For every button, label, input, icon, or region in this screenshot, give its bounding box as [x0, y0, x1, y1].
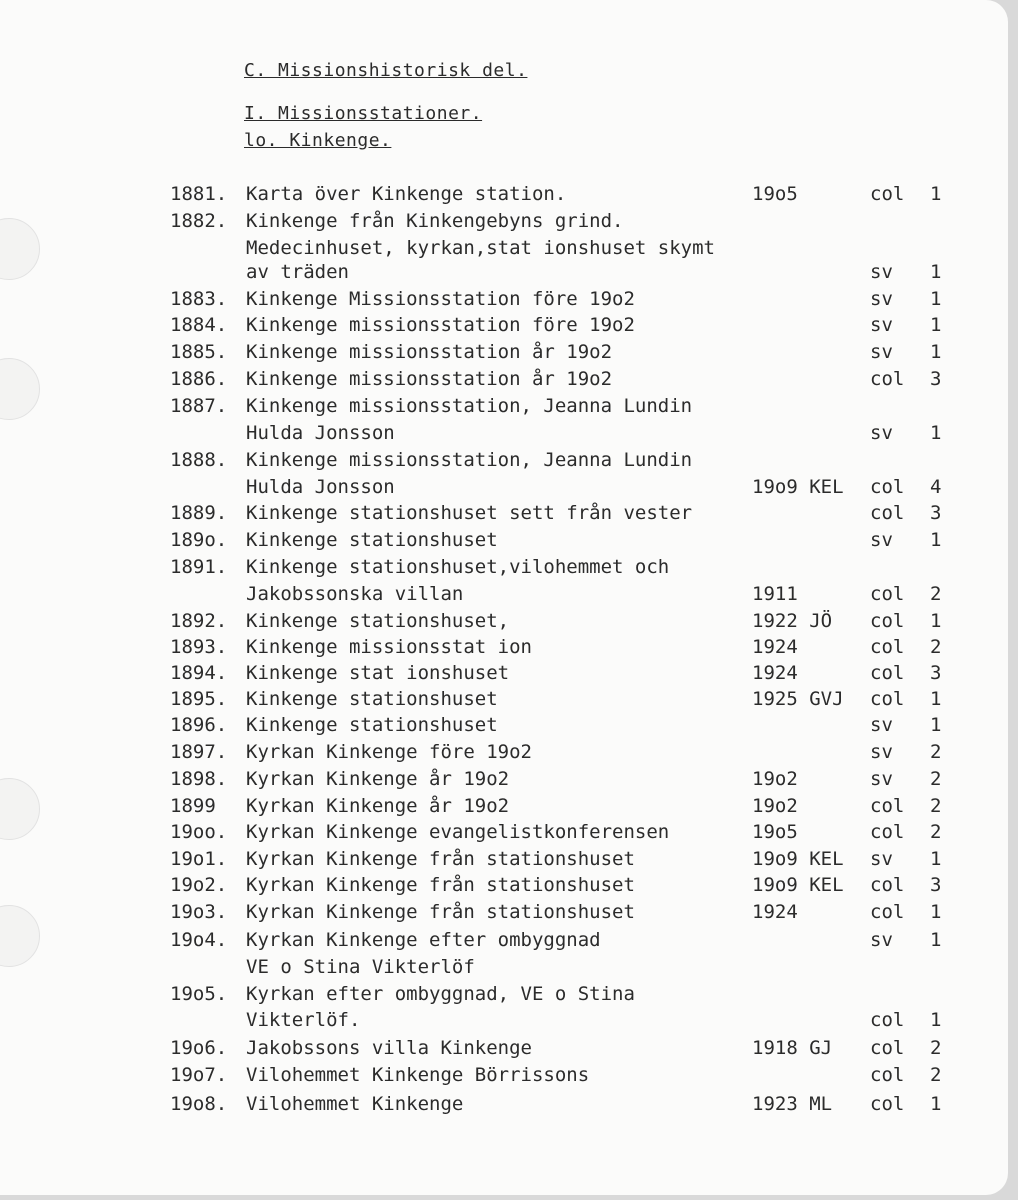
entry-type: col	[870, 688, 905, 710]
entry-description: Vilohemmet Kinkenge	[246, 1093, 464, 1115]
entry-type: col	[870, 183, 905, 205]
entry-count: 1	[930, 848, 942, 870]
entry-description: Kinkenge Missionsstation före 19o2	[246, 288, 635, 310]
entry-row	[0, 210, 1008, 237]
entry-count: 1	[930, 1009, 942, 1031]
entry-number: 189o.	[170, 529, 228, 551]
entry-count: 1	[930, 714, 942, 736]
entry-year: 1924	[752, 901, 798, 923]
entry-type: sv	[870, 314, 893, 336]
entry-type: col	[870, 583, 905, 605]
entry-type: col	[870, 1009, 905, 1031]
entry-number: 1882.	[170, 210, 228, 232]
entry-type: sv	[870, 848, 893, 870]
entry-description: Kyrkan Kinkenge från stationshuset	[246, 874, 635, 896]
entry-type: col	[870, 476, 905, 498]
entry-number: 1887.	[170, 395, 228, 417]
entry-count: 3	[930, 662, 942, 684]
entry-type: col	[870, 795, 905, 817]
entry-type: col	[870, 1064, 905, 1086]
entry-description: Hulda Jonsson	[246, 422, 395, 444]
entry-count: 3	[930, 502, 942, 524]
entry-year: 1922 JÖ	[752, 610, 833, 632]
entry-row	[0, 261, 1008, 288]
entry-number: 19o7.	[170, 1064, 228, 1086]
entry-number: 1884.	[170, 314, 228, 336]
entry-count: 1	[930, 341, 942, 363]
entry-count: 2	[930, 1064, 942, 1086]
entry-row	[0, 688, 1008, 715]
entry-description: Vilohemmet Kinkenge Börrissons	[246, 1064, 590, 1086]
entry-year: 1923 ML	[752, 1093, 833, 1115]
entry-type: col	[870, 662, 905, 684]
entry-description: Kinkenge missionsstation, Jeanna Lundin	[246, 395, 693, 417]
entry-description: Karta över Kinkenge station.	[246, 183, 567, 205]
entry-row	[0, 556, 1008, 583]
entry-count: 1	[930, 261, 942, 283]
entry-number: 1888.	[170, 449, 228, 471]
entry-number: 19o4.	[170, 929, 228, 951]
entry-type: col	[870, 610, 905, 632]
entry-row	[0, 395, 1008, 422]
entry-description: Kinkenge missionsstation år 19o2	[246, 341, 613, 363]
entry-row	[0, 741, 1008, 768]
entry-number: 19o8.	[170, 1093, 228, 1115]
entry-count: 3	[930, 368, 942, 390]
entry-description: Medecinhuset, kyrkan,stat ionshuset skymt	[246, 237, 715, 259]
entry-count: 1	[930, 314, 942, 336]
entry-type: col	[870, 874, 905, 896]
entry-row	[0, 1009, 1008, 1036]
entry-description: Kyrkan efter ombyggnad, VE o Stina	[246, 983, 635, 1005]
entry-type: col	[870, 1093, 905, 1115]
entry-description: Hulda Jonsson	[246, 476, 395, 498]
entry-year: 1918 GJ	[752, 1037, 833, 1059]
entry-type: sv	[870, 714, 893, 736]
entry-type: sv	[870, 288, 893, 310]
entry-number: 19o5.	[170, 983, 228, 1005]
entry-description: Kinkenge stationshuset sett från vester	[246, 502, 693, 524]
entry-year: 19o9 KEL	[752, 874, 844, 896]
entry-year: 1911	[752, 583, 798, 605]
entry-year: 1925 GVJ	[752, 688, 844, 710]
entry-year: 19o2	[752, 768, 798, 790]
entry-count: 1	[930, 688, 942, 710]
entry-count: 2	[930, 741, 942, 763]
entry-description: Kinkenge missionsstation, Jeanna Lundin	[246, 449, 693, 471]
entry-count: 1	[930, 1093, 942, 1115]
subsection-heading: I. Missionsstationer.	[244, 103, 483, 124]
entry-description: VE o Stina Vikterlöf	[246, 956, 475, 978]
entry-number: 19o2.	[170, 874, 228, 896]
entry-count: 1	[930, 183, 942, 205]
entry-description: Kinkenge missionsstation år 19o2	[246, 368, 613, 390]
entry-description: Kinkenge stationshuset,vilohemmet och	[246, 556, 670, 578]
entry-count: 2	[930, 636, 942, 658]
entry-number: 1892.	[170, 610, 228, 632]
entry-year: 19o9 KEL	[752, 848, 844, 870]
entry-count: 1	[930, 422, 942, 444]
entry-count: 2	[930, 821, 942, 843]
entry-number: 1894.	[170, 662, 228, 684]
entry-number: 1895.	[170, 688, 228, 710]
entry-year: 1924	[752, 636, 798, 658]
entry-number: 19o1.	[170, 848, 228, 870]
entry-description: Vikterlöf.	[246, 1009, 361, 1031]
entry-row	[0, 714, 1008, 741]
entry-description: Kyrkan Kinkenge efter ombyggnad	[246, 929, 601, 951]
entry-row	[0, 1093, 1008, 1120]
entry-row	[0, 476, 1008, 503]
entry-year: 19o5	[752, 821, 798, 843]
entry-number: 1898.	[170, 768, 228, 790]
entry-row	[0, 874, 1008, 901]
entry-row	[0, 636, 1008, 663]
entry-row	[0, 1064, 1008, 1091]
entry-description: Kyrkan Kinkenge år 19o2	[246, 768, 510, 790]
entry-row	[0, 956, 1008, 983]
entry-row	[0, 502, 1008, 529]
entry-description: Kinkenge stat ionshuset	[246, 662, 510, 684]
entry-number: 1886.	[170, 368, 228, 390]
entry-count: 3	[930, 874, 942, 896]
entry-row	[0, 610, 1008, 637]
entry-type: sv	[870, 741, 893, 763]
entry-number: 1896.	[170, 714, 228, 736]
entry-year: 19o9 KEL	[752, 476, 844, 498]
entry-year: 19o2	[752, 795, 798, 817]
entry-description: Kinkenge missionsstat ion	[246, 636, 532, 658]
entry-description: av träden	[246, 261, 349, 283]
entry-row	[0, 768, 1008, 795]
entry-type: col	[870, 368, 905, 390]
entry-row	[0, 341, 1008, 368]
entry-description: Kinkenge från Kinkengebyns grind.	[246, 210, 624, 232]
entry-type: sv	[870, 529, 893, 551]
entry-row	[0, 368, 1008, 395]
entry-row	[0, 449, 1008, 476]
entry-row	[0, 795, 1008, 822]
entry-type: col	[870, 1037, 905, 1059]
entry-count: 1	[930, 529, 942, 551]
entry-count: 1	[930, 288, 942, 310]
entry-row	[0, 821, 1008, 848]
entry-row	[0, 529, 1008, 556]
entry-count: 2	[930, 795, 942, 817]
entry-type: sv	[870, 768, 893, 790]
entry-count: 2	[930, 583, 942, 605]
entry-number: 1881.	[170, 183, 228, 205]
entry-number: 19o3.	[170, 901, 228, 923]
entry-count: 4	[930, 476, 942, 498]
entry-type: sv	[870, 422, 893, 444]
entry-row	[0, 583, 1008, 610]
entry-description: Kinkenge stationshuset,	[246, 610, 510, 632]
entry-description: Kyrkan Kinkenge år 19o2	[246, 795, 510, 817]
entry-row	[0, 901, 1008, 928]
entry-row	[0, 314, 1008, 341]
entry-description: Kinkenge missionsstation före 19o2	[246, 314, 635, 336]
entry-row	[0, 662, 1008, 689]
entry-count: 1	[930, 610, 942, 632]
entry-number: 19oo.	[170, 821, 228, 843]
entry-row	[0, 183, 1008, 210]
station-heading: lo. Kinkenge.	[244, 130, 392, 151]
entry-row	[0, 288, 1008, 315]
entry-type: sv	[870, 341, 893, 363]
entry-type: col	[870, 636, 905, 658]
entry-row	[0, 848, 1008, 875]
entry-description: Kyrkan Kinkenge från stationshuset	[246, 901, 635, 923]
entry-type: sv	[870, 929, 893, 951]
entry-year: 1924	[752, 662, 798, 684]
entry-number: 1897.	[170, 741, 228, 763]
entry-number: 1893.	[170, 636, 228, 658]
entry-number: 1889.	[170, 502, 228, 524]
entry-type: sv	[870, 261, 893, 283]
entry-count: 2	[930, 768, 942, 790]
entry-description: Kinkenge stationshuset	[246, 529, 498, 551]
entry-row	[0, 983, 1008, 1010]
entry-description: Kyrkan Kinkenge från stationshuset	[246, 848, 635, 870]
entry-row	[0, 929, 1008, 956]
entry-type: col	[870, 821, 905, 843]
entry-number: 19o6.	[170, 1037, 228, 1059]
entry-description: Kinkenge stationshuset	[246, 688, 498, 710]
entry-description: Kinkenge stationshuset	[246, 714, 498, 736]
entry-row	[0, 1037, 1008, 1064]
entry-type: col	[870, 901, 905, 923]
entry-number: 1885.	[170, 341, 228, 363]
entry-year: 19o5	[752, 183, 798, 205]
entry-description: Jakobssons villa Kinkenge	[246, 1037, 532, 1059]
entry-number: 1891.	[170, 556, 228, 578]
entry-count: 2	[930, 1037, 942, 1059]
entry-row	[0, 237, 1008, 264]
entry-number: 1899	[170, 795, 216, 817]
section-heading: C. Missionshistorisk del.	[244, 60, 528, 81]
entry-description: Kyrkan Kinkenge evangelistkonferensen	[246, 821, 670, 843]
entry-count: 1	[930, 901, 942, 923]
entry-count: 1	[930, 929, 942, 951]
entry-description: Kyrkan Kinkenge före 19o2	[246, 741, 532, 763]
entry-number: 1883.	[170, 288, 228, 310]
entry-type: col	[870, 502, 905, 524]
entry-row	[0, 422, 1008, 449]
entry-description: Jakobssonska villan	[246, 583, 464, 605]
